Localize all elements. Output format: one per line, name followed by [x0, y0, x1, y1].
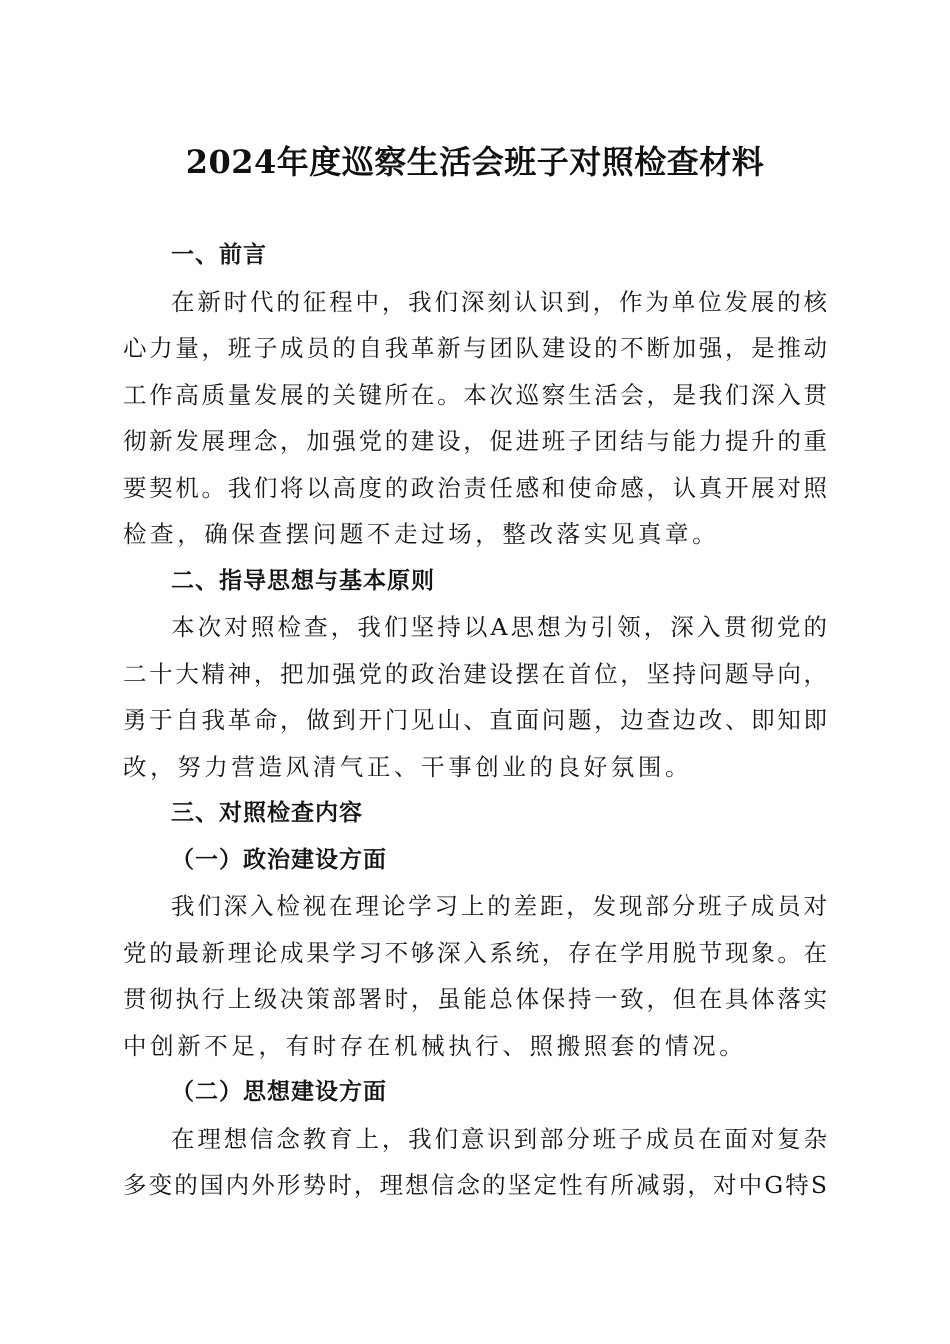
section-heading-guiding-principles: 二、指导思想与基本原则: [171, 567, 435, 594]
paragraph-line: 贯彻执行上级决策部署时，虽能总体保持一致，但在具体落实: [123, 985, 827, 1013]
paragraph-line: 改，努力营造风清气正、干事创业的良好氛围。: [123, 752, 693, 781]
section-heading-check-content: 三、对照检查内容: [171, 800, 363, 826]
paragraph-line: 心力量，班子成员的自我革新与团队建设的不断加强，是推动: [123, 334, 827, 362]
paragraph-line: 工作高质量发展的关键所在。本次巡察生活会，是我们深入贯: [123, 380, 827, 409]
paragraph-line: 勇于自我革命，做到开门见山、直面问题，边查边改、即知即: [123, 706, 827, 734]
subsection-heading-ideological: （二）思想建设方面: [171, 1078, 387, 1105]
paragraph-line: 二十大精神，把加强党的政治建设摆在首位，坚持问题导向，: [123, 659, 827, 688]
document-title: 2024年度巡察生活会班子对照检查材料: [185, 143, 765, 181]
paragraph-line: 在新时代的征程中，我们深刻认识到，作为单位发展的核: [171, 287, 827, 316]
paragraph-line: 中创新不足，有时存在机械执行、照搬照套的情况。: [123, 1031, 747, 1060]
section-heading-preface: 一、前言: [171, 242, 267, 268]
paragraph-political: [123, 883, 827, 1069]
paragraph-line: 党的最新理论成果学习不够深入系统，存在学用脱节现象。在: [123, 938, 827, 967]
paragraph-line: 在理想信念教育上，我们意识到部分班子成员在面对复杂: [171, 1124, 827, 1153]
paragraph-line: 我们深入检视在理论学习上的差距，发现部分班子成员对: [171, 892, 827, 920]
paragraph-line: 彻新发展理念，加强党的建设，促进班子团结与能力提升的重: [123, 427, 827, 455]
subsection-heading-political: （一）政治建设方面: [171, 845, 387, 873]
paragraph-line: 多变的国内外形势时，理想信念的坚定性有所减弱，对中G特S: [123, 1171, 827, 1199]
paragraph-guiding-principles: [123, 604, 827, 790]
document-body: [123, 232, 827, 1209]
paragraph-line: 要契机。我们将以高度的政治责任感和使命感，认真开展对照: [123, 473, 827, 502]
paragraph-ideological: [123, 1116, 827, 1209]
paragraph-line: 本次对照检查，我们坚持以A思想为引领，深入贯彻党的: [171, 613, 827, 641]
paragraph-preface: [123, 279, 827, 558]
paragraph-line: 检查，确保查摆问题不走过场，整改落实见真章。: [123, 520, 720, 548]
